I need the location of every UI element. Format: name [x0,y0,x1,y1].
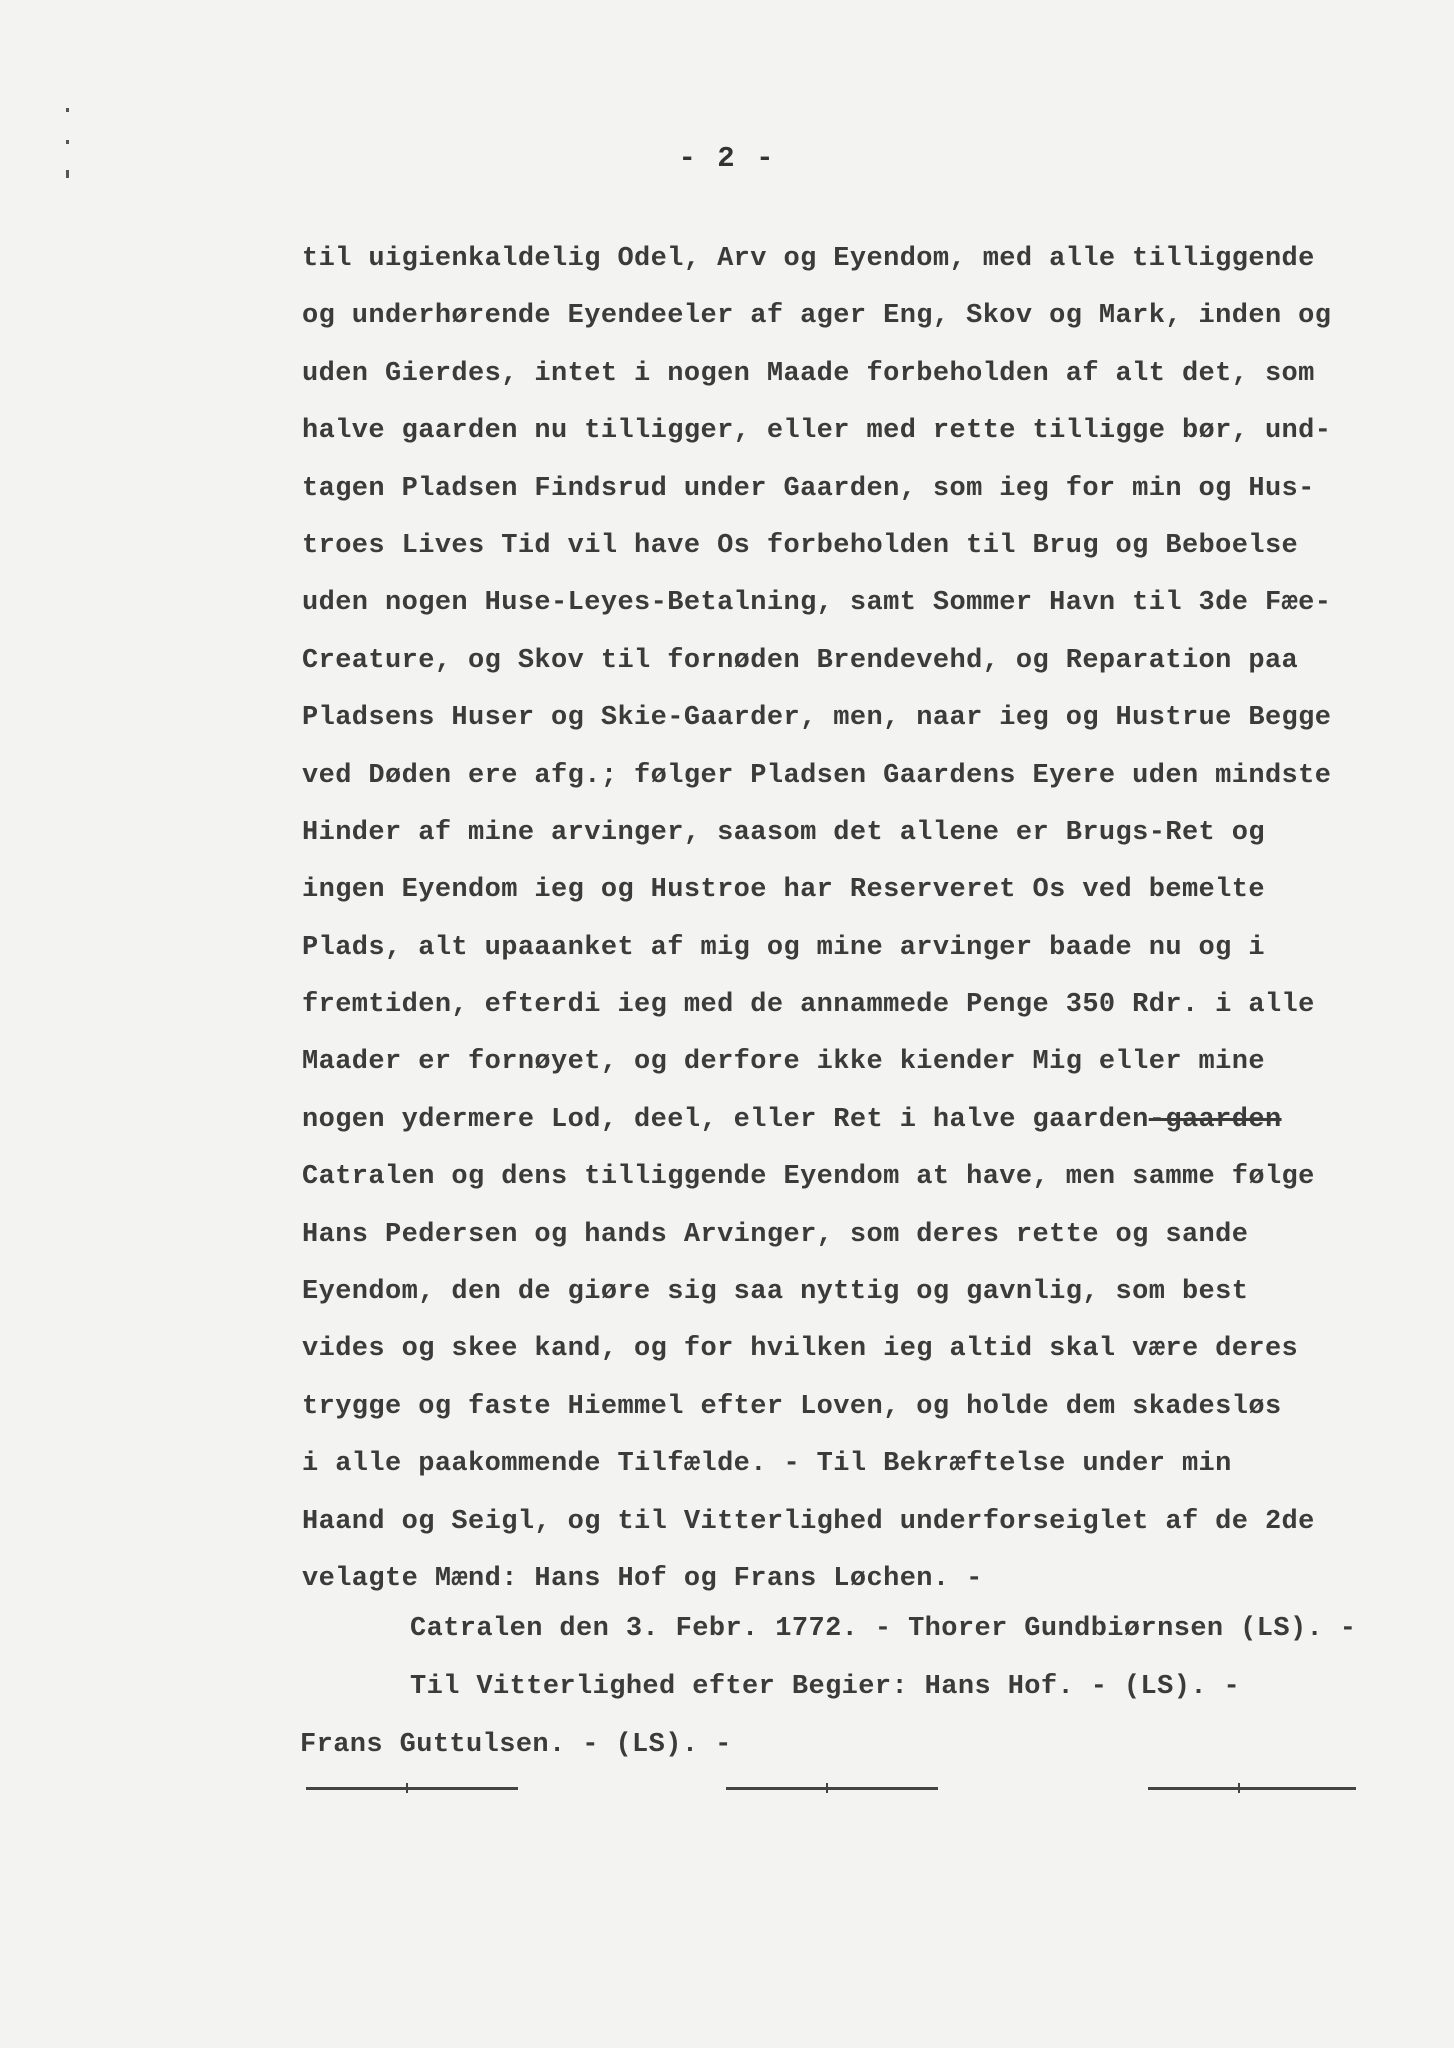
text-line: ingen Eyendom ieg og Hustroe har Reserveret Os ved bemelte [302,875,1265,906]
text-line: Catralen og dens tilliggende Eyendom at have, men samme følge [302,1162,1315,1193]
text-line: Pladsens Huser og Skie-Gaarder, men, naar ieg og Hustrue Begge [302,703,1332,734]
text-line: vides og skee kand, og for hvilken ieg altid skal være deres [302,1334,1299,1365]
text-line: halve gaarden nu tilligger, eller med rette tilligge bør, und- [302,416,1332,447]
text-line: Eyendom, den de giøre sig saa nyttig og gavnlig, som best [302,1277,1249,1308]
witness-line: Til Vitterlighed efter Begier: Hans Hof. - (LS). - [410,1672,1241,1702]
closing-block [302,1610,1442,1784]
text-line: Hinder af mine arvinger, saasom det allene er Brugs-Ret og [302,817,1265,848]
text-line: ved Døden ere afg.; følger Pladsen Gaardens Eyere uden mindste [302,760,1332,791]
text-line: uden nogen Huse-Leyes-Betalning, samt Sommer Havn til 3de Fæe- [302,588,1332,619]
text-line: tagen Pladsen Findsrud under Gaarden, som ieg for min og Hus- [302,473,1315,504]
witness-second-line: Frans Guttulsen. - (LS). - [300,1730,732,1760]
text-line: i alle paakommende Tilfælde. - Til Bekræftelse under min [302,1449,1232,1480]
text-line: Haand og Seigl, og til Vitterlighed underforseiglet af de 2de [302,1506,1315,1537]
text-line: trygge og faste Hiemmel efter Loven, og holde dem skadesløs [302,1391,1282,1422]
text-segment: nogen ydermere Lod, deel, eller Ret i halve gaarden [302,1104,1149,1135]
text-line: til uigienkaldelig Odel, Arv og Eyendom, med alle tilliggende [302,244,1315,274]
divider-rule-right [1148,1787,1356,1790]
body-text [302,240,1422,1617]
text-line: Maader er fornøyet, og derfore ikke kiender Mig eller mine [302,1047,1265,1078]
text-line: Plads, alt upaaanket af mig og mine arvinger baade nu og i [302,932,1265,963]
text-line: fremtiden, efterdi ieg med de annammede Penge 350 Rdr. i alle [302,990,1315,1021]
date-signature-line: Catralen den 3. Febr. 1772. - Thorer Gundbiørnsen (LS). - [410,1614,1357,1644]
divider-rule-center [726,1787,938,1790]
text-line: velagte Mænd: Hans Hof og Frans Løchen. - [302,1563,983,1594]
text-line-with-strikethrough [302,1101,1422,1158]
struck-text: -gaarden [1148,1104,1282,1135]
text-line: troes Lives Tid vil have Os forbeholden til Brug og Beboelse [302,530,1299,561]
divider-rule-left [306,1787,518,1790]
text-line: Creature, og Skov til fornøden Brendevehd, og Reparation paa [302,645,1299,676]
text-line: uden Gierdes, intet i nogen Maade forbeholden af alt det, som [302,358,1315,389]
text-line: og underhørende Eyendeeler af ager Eng, Skov og Mark, inden og [302,301,1332,332]
page-number: - 2 - [678,142,776,175]
text-line: Hans Pedersen og hands Arvinger, som deres rette og sande [302,1219,1249,1250]
